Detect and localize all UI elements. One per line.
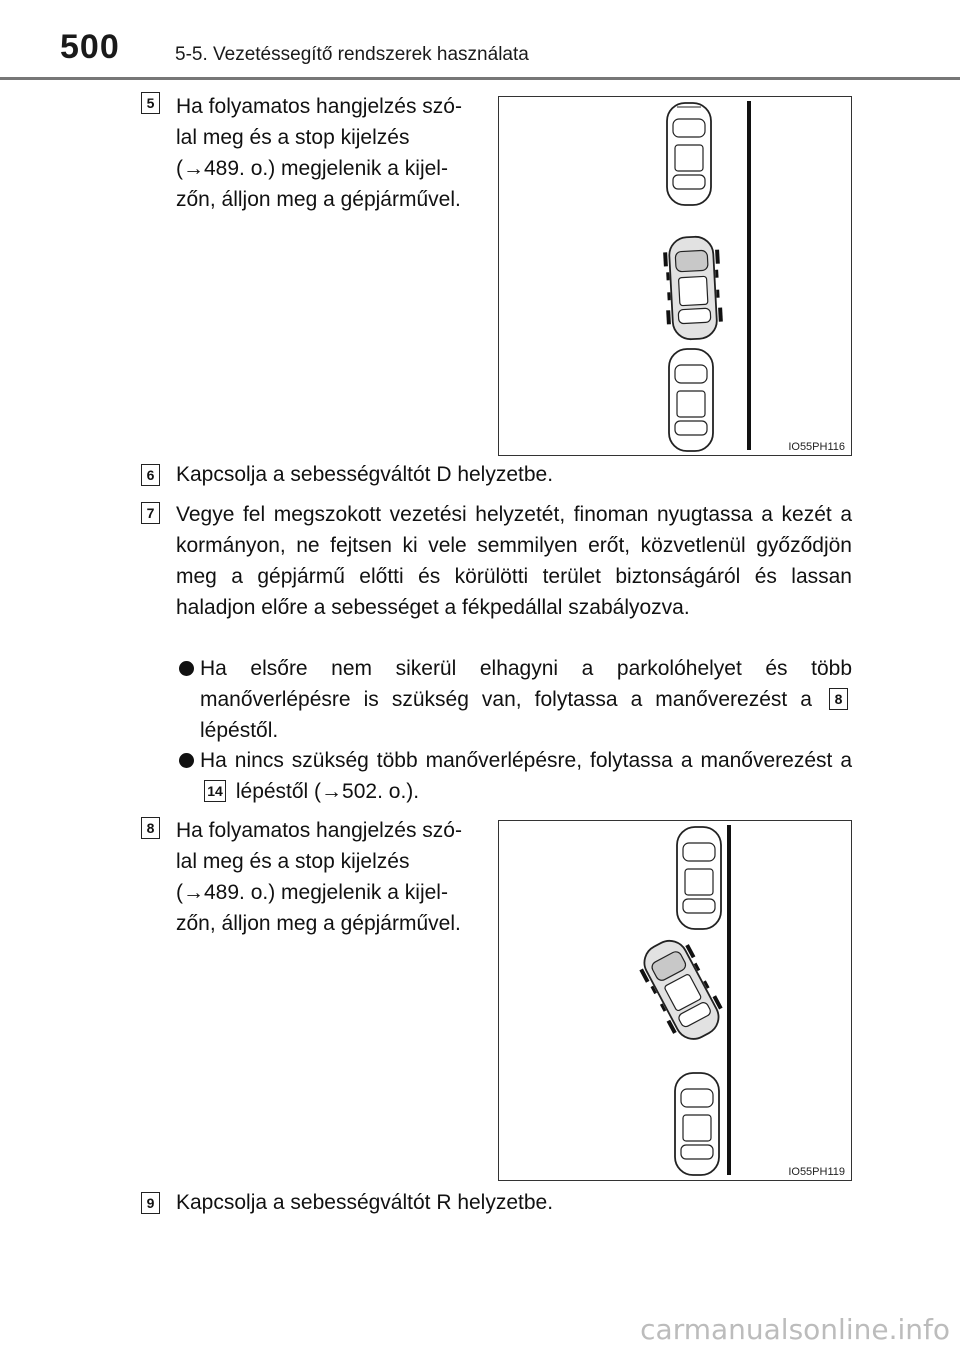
- figure-code: IO55PH116: [788, 441, 845, 453]
- section-title: 5-5. Vezetéssegítő rendszerek használata: [175, 44, 529, 65]
- parked-car-rear: [675, 1073, 719, 1175]
- bullet-text-after: lépéstől (→502. o.).: [235, 780, 420, 803]
- bullet-item: [200, 653, 852, 746]
- header-rule: [0, 77, 960, 80]
- own-car: [662, 236, 723, 341]
- figure-code: IO55PH119: [788, 1166, 845, 1178]
- step-5-line: Ha folyamatos hangjelzés szó-: [176, 95, 462, 118]
- step-8-line: Ha folyamatos hangjelzés szó-: [176, 819, 462, 842]
- step-9-text: Kapcsolja a sebességváltót R helyzetbe.: [176, 1191, 554, 1214]
- step-number-5: 5: [141, 92, 160, 114]
- step-number-7: 7: [141, 502, 160, 524]
- step-ref-14: 14: [204, 780, 226, 802]
- step-8-line: zőn, álljon meg a gépjárművel.: [176, 912, 461, 935]
- step-5-line: zőn, álljon meg a gépjárművel.: [176, 188, 461, 211]
- bullet-text-after: lépéstől.: [200, 719, 279, 742]
- bullet-text: Ha elsőre nem sikerül elhagyni a parkolóhelyet és több manőverlépésre is szükség van, folytassa a manőverezést a: [200, 657, 852, 711]
- parked-car-rear: [669, 349, 713, 451]
- step-number-9: 9: [141, 1192, 160, 1214]
- step-number-8: 8: [141, 817, 160, 839]
- bullet-dot: [179, 753, 194, 768]
- watermark: carmanualsonline.info: [640, 1313, 950, 1346]
- step-5-line: lal meg és a stop kijelzés: [176, 126, 410, 149]
- step-5-line: (→489. o.) megjelenik a kijel-: [176, 157, 448, 180]
- bullet-dot: [179, 661, 194, 676]
- parked-car-front: [677, 827, 721, 929]
- step-8-text: [176, 815, 496, 939]
- step-5-text: [176, 91, 496, 215]
- step-ref-8: 8: [829, 688, 848, 710]
- parked-car-front: [667, 103, 711, 205]
- step-8-line: (→489. o.) megjelenik a kijel-: [176, 881, 448, 904]
- bullet-item: [200, 745, 852, 807]
- parking-illustration-1: [499, 97, 850, 454]
- step-6-text: Kapcsolja a sebességváltót D helyzetbe.: [176, 463, 554, 486]
- figure-parking-exit-1: [498, 96, 852, 456]
- step-7-text: Vegye fel megszokott vezetési helyzetét, finoman nyugtassa a kezét a kormányon, ne fejtsen ki vele semmilyen erőt, közvetlenül győződjön meg a gépjármű előtti és körülötti terület biztonságáról és lassan haladjon előre a sebességet a fékpedállal szabályozva.: [176, 503, 852, 619]
- step-number-6: 6: [141, 464, 160, 486]
- figure-parking-exit-2: [498, 820, 852, 1181]
- page-number: 500: [60, 28, 120, 66]
- own-car: [633, 932, 730, 1048]
- bullet-text: Ha nincs szükség több manőverlépésre, folytassa a manőverezést a: [200, 749, 852, 772]
- step-8-line: lal meg és a stop kijelzés: [176, 850, 410, 873]
- parking-illustration-2: [499, 821, 850, 1179]
